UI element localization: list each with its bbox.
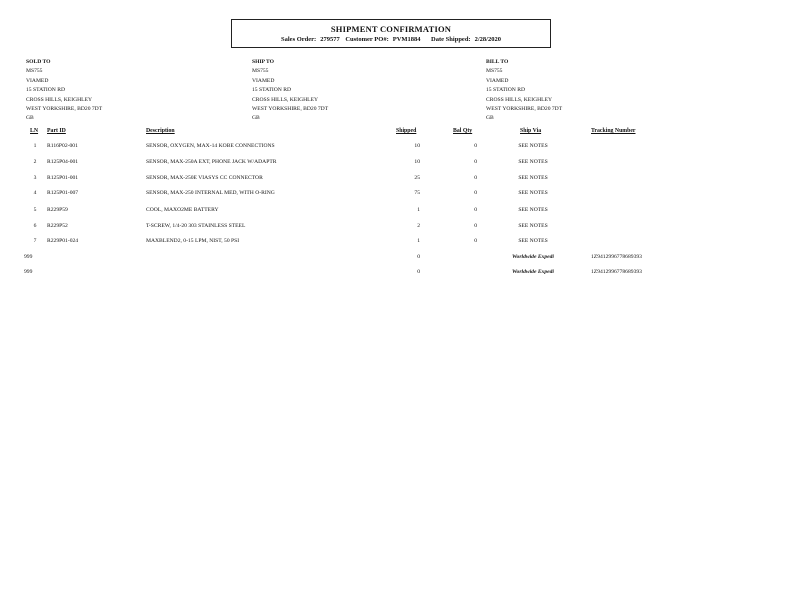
- address-line: CROSS HILLS, KEIGHLEY: [252, 96, 319, 103]
- address-line: GB: [26, 115, 34, 122]
- table-row: [0, 159, 792, 171]
- address-line: WEST YORKSHIRE, BD20 7DT: [486, 106, 563, 113]
- row-description: SENSOR, MAX-250E VIASYS CC CONNECTOR: [146, 175, 263, 181]
- row-tracking-number: 1Z9412996778689393: [591, 269, 642, 275]
- title-box: [231, 19, 551, 48]
- row-ship-via: SEE NOTES: [518, 207, 548, 213]
- row-ship-via: SEE NOTES: [518, 238, 548, 244]
- address-line: 15 STATION RD: [26, 87, 66, 94]
- col-header-bal-qty: Bal Qty: [453, 128, 473, 134]
- row-ship-via: SEE NOTES: [518, 175, 548, 181]
- address-line: GB: [486, 115, 494, 122]
- address-line: 15 STATION RD: [252, 87, 292, 94]
- address-line: CROSS HILLS, KEIGHLEY: [26, 96, 93, 103]
- table-row: [0, 207, 792, 219]
- row-ship-via: SEE NOTES: [518, 159, 548, 165]
- address-line: GB: [252, 115, 260, 122]
- row-shipped: 2: [417, 223, 420, 229]
- row-bal-qty: 0: [474, 143, 477, 149]
- row-part-id: R116P02-001: [47, 143, 78, 149]
- row-shipped: 25: [414, 175, 420, 181]
- row-tracking-number: 1Z9412996778689393: [591, 254, 642, 260]
- order-summary: [232, 36, 550, 43]
- address-line: MS755: [486, 68, 503, 75]
- row-line-number: 2: [33, 159, 37, 165]
- row-description: COOL, MAXO2ME BATTERY: [146, 207, 219, 213]
- col-header-part-id: Part ID: [47, 128, 66, 134]
- row-flag: 999: [24, 254, 33, 260]
- customer-po-value: PVM1884: [392, 36, 421, 43]
- sold-to-block: [26, 58, 102, 124]
- row-flag: 999: [24, 269, 33, 275]
- bill-to-heading: BILL TO: [486, 59, 509, 65]
- sold-to-heading: SOLD TO: [26, 59, 51, 65]
- row-description: MAXBLEND2, 0-15 LPM, NIST, 50 PSI: [146, 238, 240, 244]
- bill-to-block: [486, 58, 562, 124]
- row-part-id: R125P04-001: [47, 159, 79, 165]
- row-description: SENSOR, OXYGEN, MAX-14 KOBE CONNECTIONS: [146, 143, 275, 149]
- row-part-id: R125P01-001: [47, 175, 79, 181]
- col-header-shipped: Shipped: [396, 128, 417, 134]
- row-line-number: 5: [33, 207, 37, 213]
- row-ship-via: SEE NOTES: [518, 143, 548, 149]
- row-part-id: R125P01-007: [47, 190, 79, 196]
- table-row: [0, 190, 792, 202]
- row-bal-qty: 0: [474, 238, 477, 244]
- row-shipped: 0: [417, 254, 420, 260]
- row-bal-qty: 0: [474, 207, 477, 213]
- row-description: T-SCREW, 1/4-20 303 STAINLESS STEEL: [146, 223, 246, 229]
- table-row: [0, 175, 792, 187]
- sales-order-label: Sales Order:: [281, 36, 317, 43]
- address-line: VIAMED: [486, 77, 509, 84]
- row-description: SENSOR, MAX-250A EXT, PHONE JACK W/ADAPTR: [146, 159, 277, 165]
- table-row: [0, 238, 792, 250]
- row-ship-via: SEE NOTES: [518, 190, 548, 196]
- row-part-id: R229P59: [47, 207, 68, 213]
- row-bal-qty: 0: [474, 190, 477, 196]
- row-shipped: 10: [414, 143, 420, 149]
- col-header-description: Description: [146, 128, 175, 134]
- row-ship-via: SEE NOTES: [518, 223, 548, 229]
- row-line-number: 4: [33, 190, 37, 196]
- tracking-row: [0, 254, 792, 266]
- row-part-id: R229P01-024: [47, 238, 79, 244]
- row-bal-qty: 0: [474, 175, 477, 181]
- row-bal-qty: 0: [474, 223, 477, 229]
- table-row: [0, 143, 792, 155]
- customer-po-label: Customer PO#:: [345, 36, 389, 43]
- row-line-number: 3: [33, 175, 37, 181]
- row-shipped: 75: [414, 190, 420, 196]
- sales-order-value: 279577: [320, 36, 340, 43]
- address-line: VIAMED: [252, 77, 275, 84]
- col-header-tracking: Tracking Number: [591, 128, 636, 134]
- row-shipped: 10: [414, 159, 420, 165]
- address-line: VIAMED: [26, 77, 49, 84]
- col-header-ship-via: Ship Via: [520, 128, 542, 134]
- row-description: SENSOR, MAX-250 INTERNAL MED, WITH O-RING: [146, 190, 275, 196]
- row-shipped: 0: [417, 269, 420, 275]
- row-ship-via: Worldwide Expedi: [511, 254, 554, 260]
- row-shipped: 1: [417, 207, 420, 213]
- ship-to-block: [252, 58, 328, 124]
- col-header-ln: LN: [30, 128, 39, 134]
- address-line: MS755: [252, 68, 269, 75]
- address-line: CROSS HILLS, KEIGHLEY: [486, 96, 553, 103]
- date-shipped-value: 2/28/2020: [474, 36, 501, 43]
- row-part-id: R229P52: [47, 223, 68, 229]
- address-line: MS755: [26, 68, 43, 75]
- row-shipped: 1: [417, 238, 420, 244]
- row-bal-qty: 0: [474, 159, 477, 165]
- row-line-number: 1: [33, 143, 37, 149]
- ship-to-heading: SHIP TO: [252, 59, 275, 65]
- row-line-number: 7: [33, 238, 37, 244]
- tracking-row: [0, 269, 792, 281]
- address-line: 15 STATION RD: [486, 87, 526, 94]
- row-ship-via: Worldwide Expedi: [511, 269, 554, 275]
- date-shipped-label: Date Shipped:: [431, 36, 471, 43]
- page-title: SHIPMENT CONFIRMATION: [330, 24, 452, 34]
- table-row: [0, 223, 792, 235]
- address-line: WEST YORKSHIRE, BD20 7DT: [26, 106, 103, 113]
- row-line-number: 6: [33, 223, 37, 229]
- address-line: WEST YORKSHIRE, BD20 7DT: [252, 106, 329, 113]
